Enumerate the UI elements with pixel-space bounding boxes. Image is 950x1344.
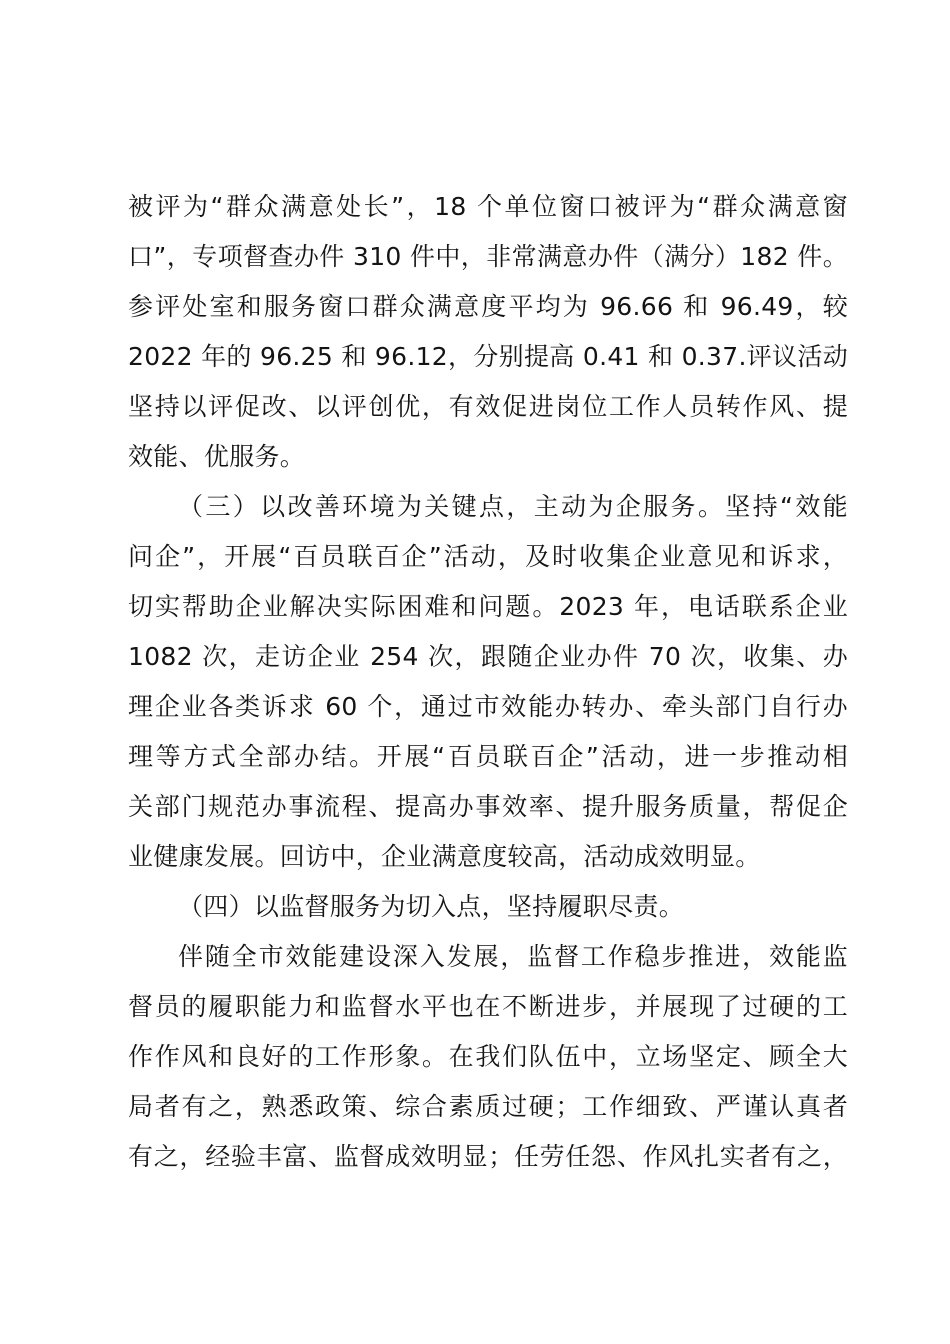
text-line: 有之，经验丰富、监督成效明显；任劳任怨、作风扎实者有之， — [128, 1142, 848, 1171]
text-line: 理企业各类诉求 60 个，通过市效能办转办、牵头部门自行办 — [128, 692, 848, 721]
text-line: 2022 年的 96.25 和 96.12，分别提高 0.41 和 0.37.评议活动 — [128, 342, 848, 371]
text-line: 坚持以评促改、以评创优，有效促进岗位工作人员转作风、提 — [128, 392, 848, 421]
text-line: 切实帮助企业解决实际困难和问题。2023 年，电话联系企业 — [128, 592, 848, 621]
text-line: 业健康发展。回访中，企业满意度较高，活动成效明显。 — [128, 842, 761, 871]
text-line: 局者有之，熟悉政策、综合素质过硬；工作细致、严谨认真者 — [128, 1092, 848, 1121]
text-line: 参评处室和服务窗口群众满意度平均为 96.66 和 96.49，较 — [128, 292, 848, 321]
text-line: 1082 次，走访企业 254 次，跟随企业办件 70 次，收集、办 — [128, 642, 848, 671]
section-heading-line: （三）以改善环境为关键点，主动为企服务。坚持“效能 — [178, 492, 848, 521]
text-line: 督员的履职能力和监督水平也在不断进步，并展现了过硬的工 — [128, 992, 848, 1021]
text-line: 被评为“群众满意处长”，18 个单位窗口被评为“群众满意窗 — [128, 192, 848, 221]
section-heading-line: （四）以监督服务为切入点，坚持履职尽责。 — [178, 892, 685, 921]
document-body — [128, 182, 848, 1182]
text-line: 效能、优服务。 — [128, 442, 306, 471]
text-line: 口”，专项督查办件 310 件中，非常满意办件（满分）182 件。 — [128, 242, 848, 271]
text-line: 理等方式全部办结。开展“百员联百企”活动，进一步推动相 — [128, 742, 848, 771]
text-line: 伴随全市效能建设深入发展，监督工作稳步推进，效能监 — [178, 942, 848, 971]
text-line: 关部门规范办事流程、提高办事效率、提升服务质量，帮促企 — [128, 792, 848, 821]
text-line: 作作风和良好的工作形象。在我们队伍中，立场坚定、顾全大 — [128, 1042, 848, 1071]
text-line: 问企”，开展“百员联百企”活动，及时收集企业意见和诉求， — [128, 542, 848, 571]
